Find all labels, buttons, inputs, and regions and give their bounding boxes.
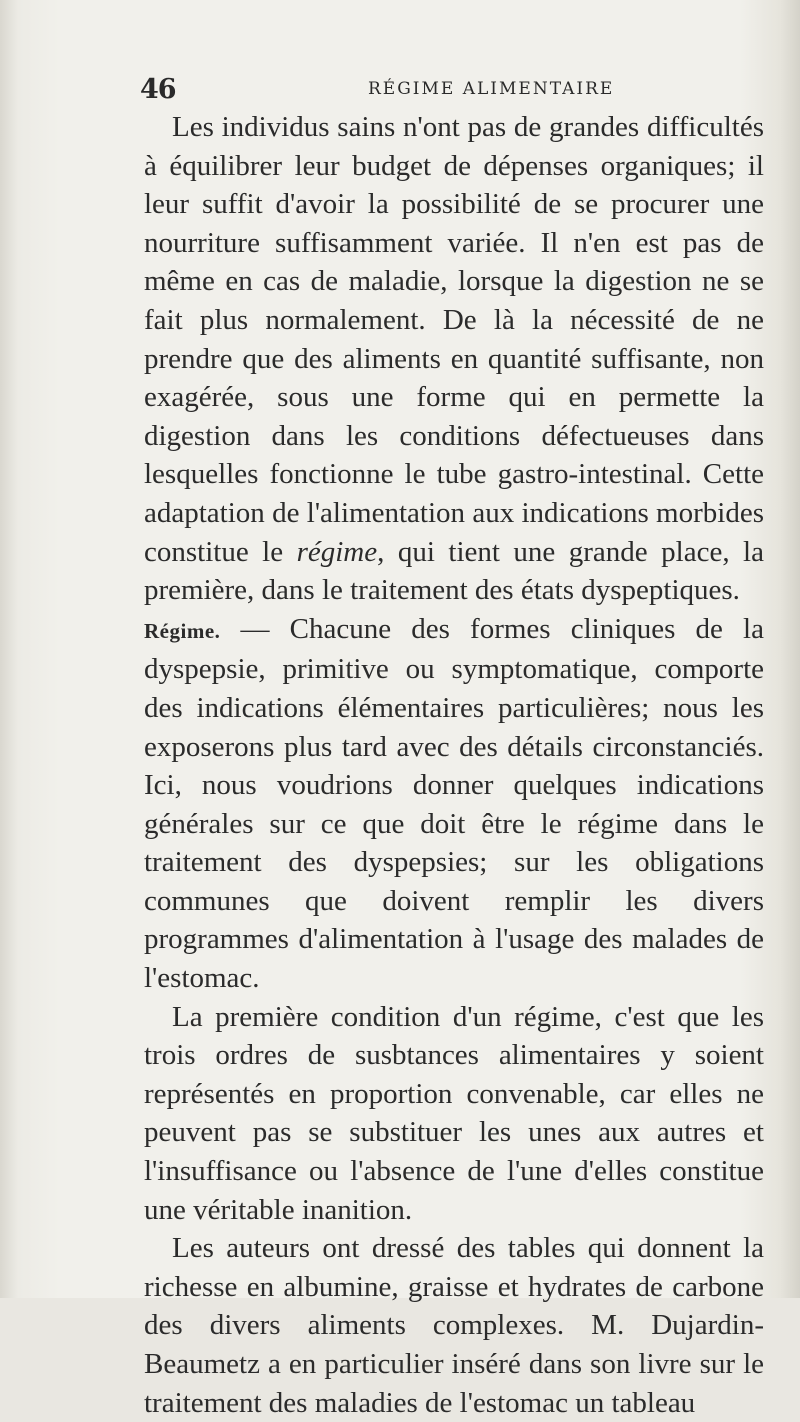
paragraph-3-text: La première condition d'un régime, c'est que les trois ordres de susbtances alimentaires y soient représentés en proportion convenable, car elles ne peuvent pas se substituer les unes aux autres et l'insuffisance ou l'absence de l'une d'elles constitue une véritable inanition. xyxy=(144,1000,764,1226)
paragraph-2-run-in-heading: Régime. xyxy=(144,618,221,643)
paragraph-2 xyxy=(144,610,764,998)
paragraph-1-text-b: , qui tient une grande place, la première, dans le traitement des états dyspeptiques. xyxy=(144,535,764,607)
paragraph-4-text: Les auteurs ont dressé des tables qui donnent la richesse en albumine, graisse et hydrates de carbone des divers aliments complexes. M. Dujardin-Beaumetz a en particulier inséré dans son livre sur le traitement des maladies de l'estomac un tableau xyxy=(144,1232,764,1419)
running-head: RÉGIME ALIMENTAIRE xyxy=(368,79,615,99)
paragraph-1 xyxy=(144,108,764,610)
paragraph-3 xyxy=(144,998,764,1230)
paragraph-1-text-a: Les individus sains n'ont pas de grandes difficultés à équilibrer leur budget de dépenses organiques; il leur suffit d'avoir la possibilité de se procurer une nourriture suffisamment variée. Il n'en est pas de même en cas de maladie, lorsque la digestion ne se fait plus normalement. De là la nécessité de ne prendre que des aliments en quantité suffisante, non exagérée, sous une forme qui en permette la digestion dans les conditions défectueuses dans lesquelles fonctionne le tube gastro-intestinal. Cette adaptation de l'alimentation aux indications morbides constitue le xyxy=(144,111,764,568)
paragraph-2-text: — Chacune des formes cliniques de la dyspepsie, primitive ou symptomatique, comporte des indications élémentaires particulières; nous les exposerons plus tard avec des détails circonstanciés. Ici, nous voudrions donner quelques indications générales sur ce que doit être le régime dans le traitement des dyspepsies; sur les obligations communes que doivent remplir les divers programmes d'alimentation à l'usage des malades de l'estomac. xyxy=(144,612,764,995)
page-number: 46 xyxy=(140,74,176,105)
body-text xyxy=(144,108,764,1422)
paragraph-4 xyxy=(144,1229,764,1422)
paragraph-1-emphasis: régime xyxy=(296,535,378,568)
